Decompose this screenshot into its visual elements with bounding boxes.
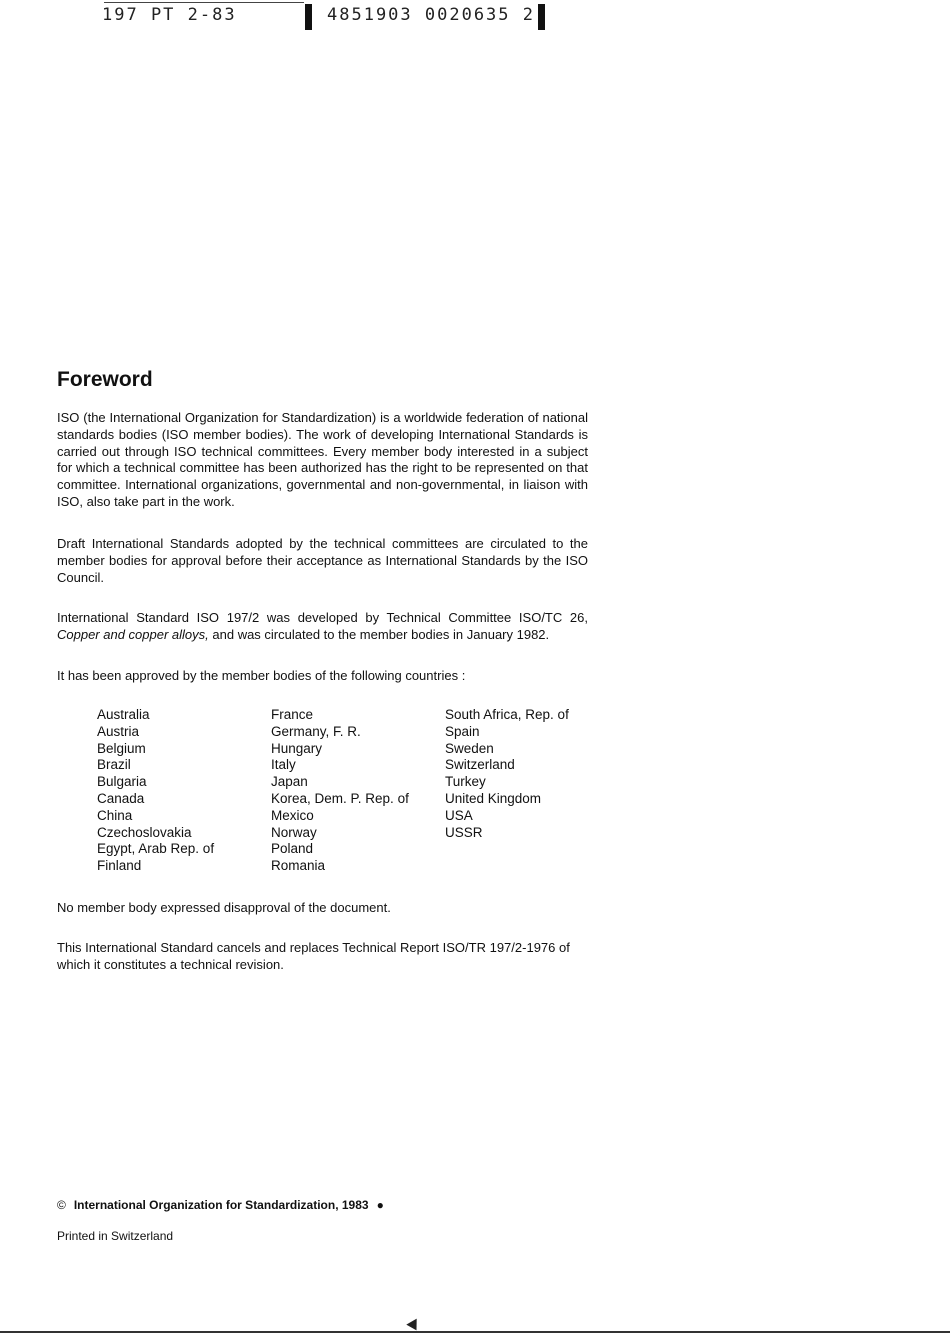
country-item: China: [97, 807, 133, 823]
country-list-column-3: [445, 707, 569, 841]
printed-in: Printed in Switzerland: [57, 1229, 174, 1243]
development-text-end: and was circulated to the member bodies in January 1982.: [212, 626, 550, 642]
country-item: South Africa, Rep. of: [445, 707, 569, 722]
paragraph-no-disapproval: No member body expressed disapproval of the document.: [57, 900, 391, 915]
country-item: Spain: [445, 723, 480, 739]
country-item: Austria: [97, 723, 140, 739]
country-list-column-2: [271, 707, 409, 875]
copyright-text: International Organization for Standardization, 1983: [73, 1198, 369, 1212]
paragraph-approval: It has been approved by the member bodies of the following countries :: [57, 668, 466, 683]
country-list-column-1: [97, 707, 214, 875]
paragraph-development: [57, 610, 588, 644]
country-item: United Kingdom: [445, 790, 542, 806]
copyright-line: [57, 1198, 384, 1212]
bullet-icon: ●: [376, 1198, 384, 1212]
country-item: Korea, Dem. P. Rep. of: [271, 790, 409, 806]
country-item: Brazil: [97, 757, 131, 773]
paragraph-iso-intro: ISO (the International Organization for Standardization) is a worldwide federation of national standards bodies (ISO member bodies). The work of developing International Standards is carried out through ISO technical committees. Every member body interested in a subject for which a technical committee has been authorized has the right to be represented on that committee. International organizations, governmental and non-governmental, in liaison with ISO, also take part in the work.: [57, 410, 588, 509]
bottom-rule: [0, 1331, 950, 1333]
country-item: Turkey: [445, 774, 486, 790]
country-item: Bulgaria: [97, 774, 147, 790]
country-item: Mexico: [271, 807, 314, 823]
country-item: Romania: [271, 858, 326, 874]
country-item: Czechoslovakia: [97, 824, 192, 840]
committee-title: Copper and copper alloys,: [57, 626, 209, 642]
page-title: Foreword: [57, 368, 153, 391]
scan-mark-left: [305, 4, 312, 30]
document-code-right: 4851903 0020635 2: [327, 5, 535, 25]
country-item: Egypt, Arab Rep. of: [97, 841, 215, 857]
country-item: Switzerland: [445, 757, 515, 773]
document-code-left: 197 PT 2-83: [102, 5, 237, 25]
country-item: Poland: [271, 841, 314, 857]
country-item: Norway: [271, 824, 317, 840]
country-item: Italy: [271, 757, 296, 773]
country-item: Finland: [97, 858, 142, 874]
scan-mark-right: [538, 4, 545, 30]
copyright-icon: ©: [57, 1198, 66, 1212]
country-item: Belgium: [97, 740, 146, 756]
country-item: France: [271, 707, 314, 722]
country-item: Sweden: [445, 740, 494, 756]
country-item: Australia: [97, 707, 150, 722]
country-item: Germany, F. R.: [271, 723, 361, 739]
country-item: USA: [445, 807, 473, 823]
paragraph-draft-standards: Draft International Standards adopted by the technical committees are circulated to the member bodies for approval before their acceptance as International Standards by the ISO Council.: [57, 536, 588, 585]
country-item: USSR: [445, 824, 483, 840]
paragraph-replaces: This International Standard cancels and replaces Technical Report ISO/TR 197/2-1976 of which it constitutes a technical revision.: [57, 940, 570, 972]
country-item: Canada: [97, 790, 145, 806]
header-rule: [104, 2, 304, 3]
country-item: Hungary: [271, 740, 323, 756]
development-text: International Standard ISO 197/2 was developed by Technical Committee ISO/TC 26,: [57, 610, 588, 625]
country-item: Japan: [271, 774, 308, 790]
